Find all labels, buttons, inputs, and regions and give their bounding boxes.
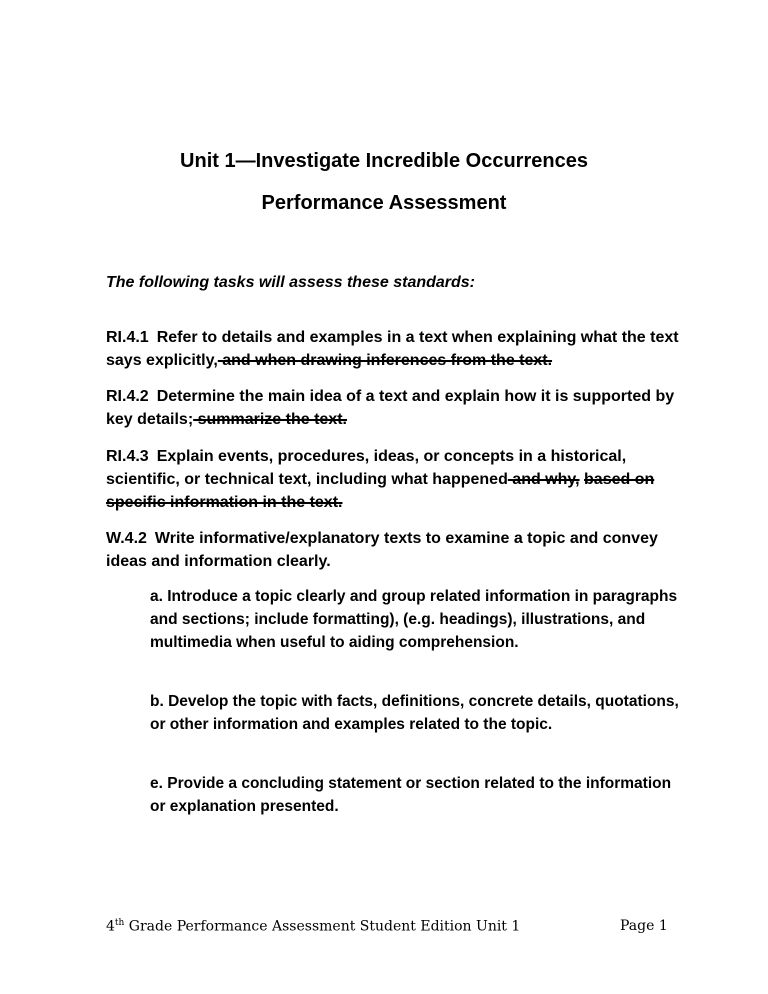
intro-text: The following tasks will assess these standards: [106,274,476,291]
subitem-b: b. Develop the topic with facts, definitions, concrete details, quotations, or other information and examples related to the topic. [150,693,679,733]
standard-ri-4-2: RI.4.2 Determine the main idea of a text and explain how it is supported by key details; summarize the text. [106,388,675,428]
document-subtitle: Performance Assessment [261,192,507,214]
subitem-e: e. Provide a concluding statement or section related to the information or explanation presented. [150,775,672,815]
standard-ri-4-3: RI.4.3 Explain events, procedures, ideas, or concepts in a historical, scientific, or technical text, including what happened and why, based on specific information in the text. [106,448,655,511]
page-number: Page 1 [620,918,668,934]
subitem-a: a. Introduce a topic clearly and group related information in paragraphs and sections; include formatting), (e.g. headings), illustrations, and multimedia when useful to aiding comprehension. [150,588,678,651]
footer-text: 4th Grade Performance Assessment Student Edition Unit 1 [106,918,521,935]
document-title: Unit 1—Investigate Incredible Occurrences [180,150,588,172]
standard-w-4-2: W.4.2 Write informative/explanatory texts to examine a topic and convey ideas and information clearly. [106,530,658,570]
standard-ri-4-1: RI.4.1 Refer to details and examples in a text when explaining what the text says explicitly, and when drawing inferences from the text. [106,329,679,369]
